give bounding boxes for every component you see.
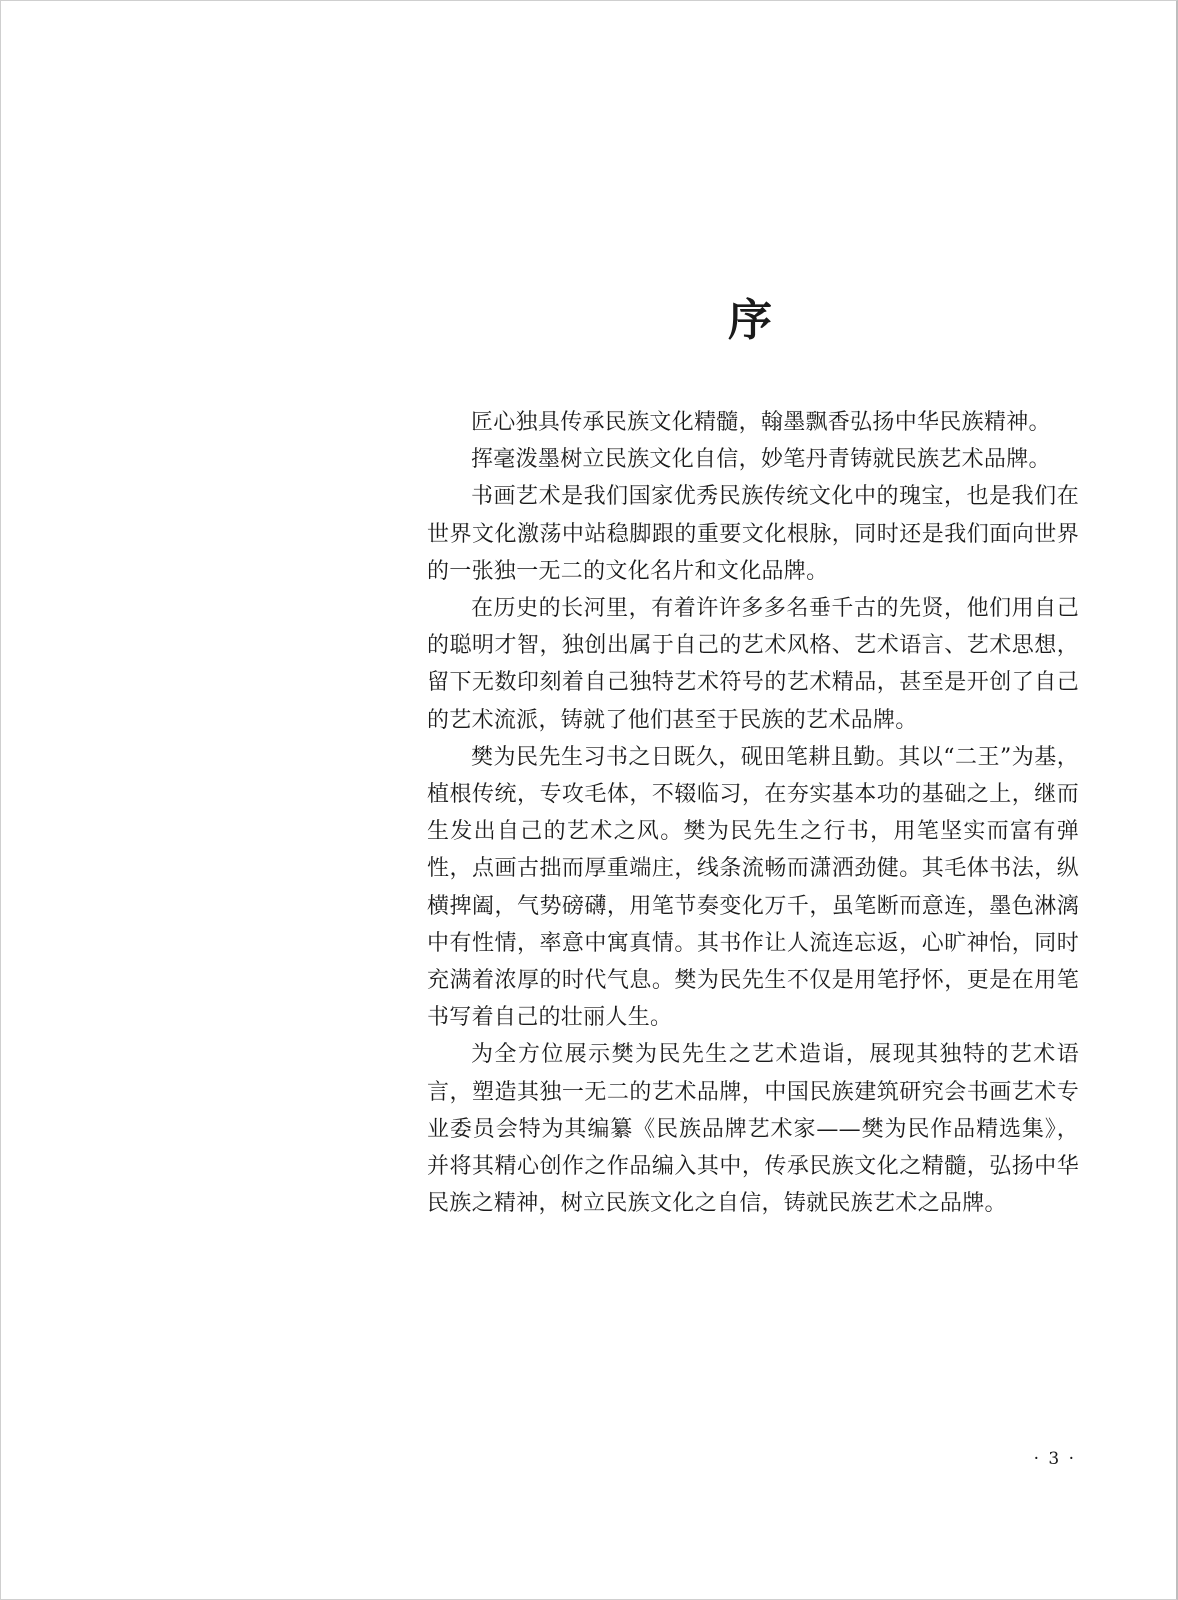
paragraph: 挥毫泼墨树立民族文化自信，妙笔丹青铸就民族艺术品牌。 (471, 447, 1051, 473)
paragraph: 为全方位展示樊为民先生之艺术造诣，展现其独特的艺术语言，塑造其独一无二的艺术品牌，中国民族建筑研究会书画艺术专业委员会特为其编纂《民族品牌艺术家——樊为民作品精选集》，并将其精心创作之作品编入其中，传承民族文化之精髓，弘扬中华民族之精神，树立民族文化之自信，铸就民族艺术之品牌。 (427, 1042, 1079, 1217)
paragraph: 书画艺术是我们国家优秀民族传统文化中的瑰宝，也是我们在世界文化激荡中站稳脚跟的重要文化根脉，同时还是我们面向世界的一张独一无二的文化名片和文化品牌。 (427, 484, 1079, 584)
paragraph: 匠心独具传承民族文化精髓，翰墨飘香弘扬中华民族精神。 (471, 410, 1051, 435)
paragraph: 在历史的长河里，有着许许多多名垂千古的先贤，他们用自己的聪明才智，独创出属于自己的艺术风格、艺术语言、艺术思想，留下无数印刻着自己独特艺术符号的艺术精品，甚至是开创了自己的艺术流派，铸就了他们甚至于民族的艺术品牌。 (427, 596, 1079, 733)
paragraph: 樊为民先生习书之日既久，砚田笔耕且勤。其以“二王”为基，植根传统，专攻毛体，不辍临习，在夯实基本功的基础之上，继而生发出自己的艺术之风。樊为民先生之行书，用笔坚实而富有弹性，点画古拙而厚重端庄，线条流畅而潇洒劲健。其毛体书法，纵横捭阖，气势磅礴，用笔节奏变化万千，虽笔断而意连，墨色淋漓中有性情，率意中寓真情。其书作让人流连忘返，心旷神怡，同时充满着浓厚的时代气息。樊为民先生不仅是用笔抒怀，更是在用笔书写着自己的壮丽人生。 (427, 744, 1079, 1031)
page-title: 序 (728, 295, 772, 346)
page-number: · 3 · (1033, 1449, 1076, 1469)
preface-body (427, 404, 1079, 1222)
